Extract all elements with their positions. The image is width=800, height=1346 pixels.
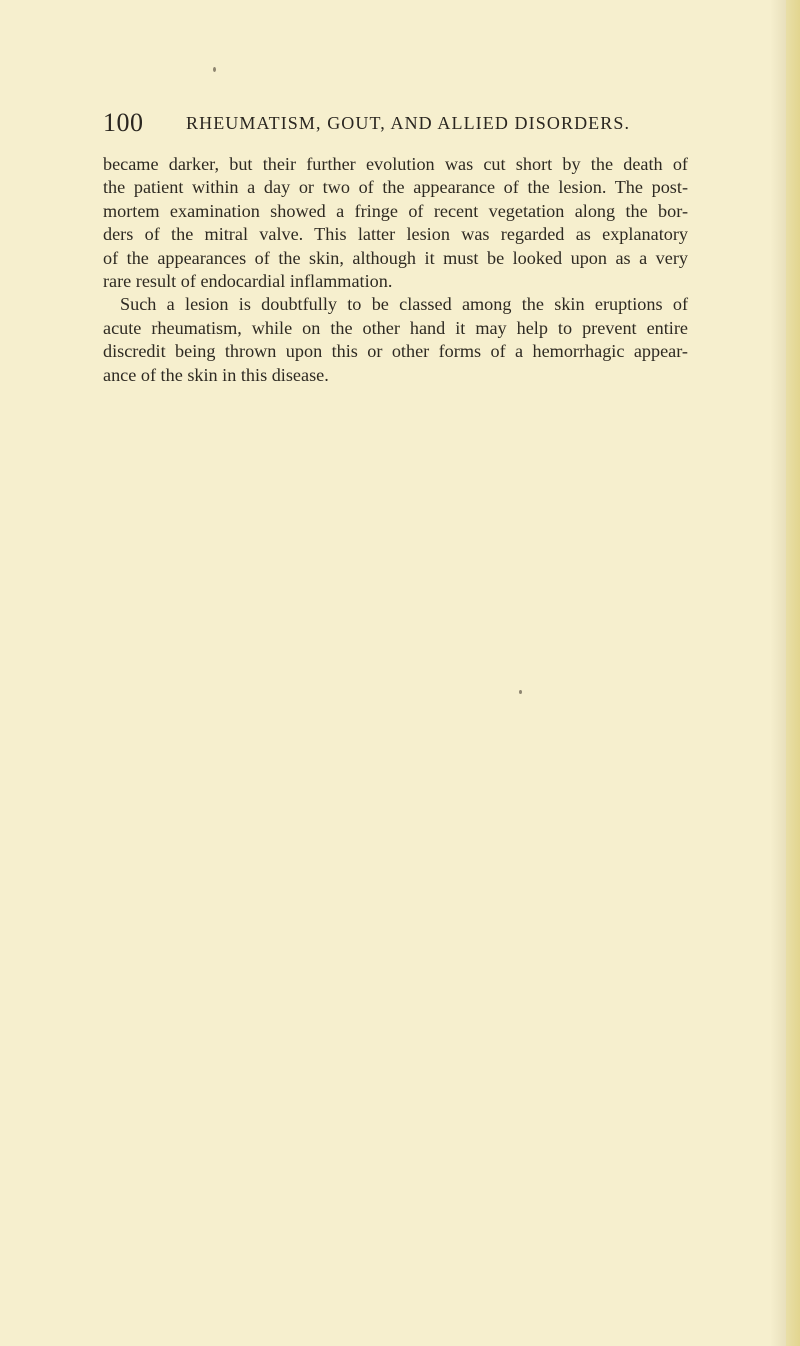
ink-fleck [519, 690, 522, 694]
paragraph [103, 293, 688, 387]
running-head-title: RHEUMATISM, GOUT, AND ALLIED DISORDERS. [186, 113, 631, 133]
text-line: Such a lesion is doubtfully to be classed among the skin eruptions of [120, 294, 688, 315]
text-line: mortem examination showed a fringe of recent vegetation along the bor- [103, 200, 688, 221]
text-line: of the appearances of the skin, although it must be looked upon as a very [103, 247, 688, 268]
text-line: rare result of endocardial inflammation. [103, 271, 393, 292]
page-edge-shadow [786, 0, 800, 1346]
text-line: acute rheumatism, while on the other hand it may help to prevent entire [103, 317, 688, 338]
text-line: ders of the mitral valve. This latter lesion was regarded as explanatory [103, 224, 688, 245]
ink-fleck [213, 67, 216, 72]
text-line: became darker, but their further evolution was cut short by the death of [103, 154, 688, 174]
text-line: the patient within a day or two of the appearance of the lesion. The post- [103, 177, 688, 198]
body-text [103, 153, 688, 387]
page-number: 100 [103, 108, 144, 137]
paragraph [103, 153, 688, 293]
text-line: ance of the skin in this disease. [103, 364, 329, 385]
running-head [103, 108, 663, 140]
text-line: discredit being thrown upon this or other forms of a hemorrhagic appear- [103, 341, 688, 362]
